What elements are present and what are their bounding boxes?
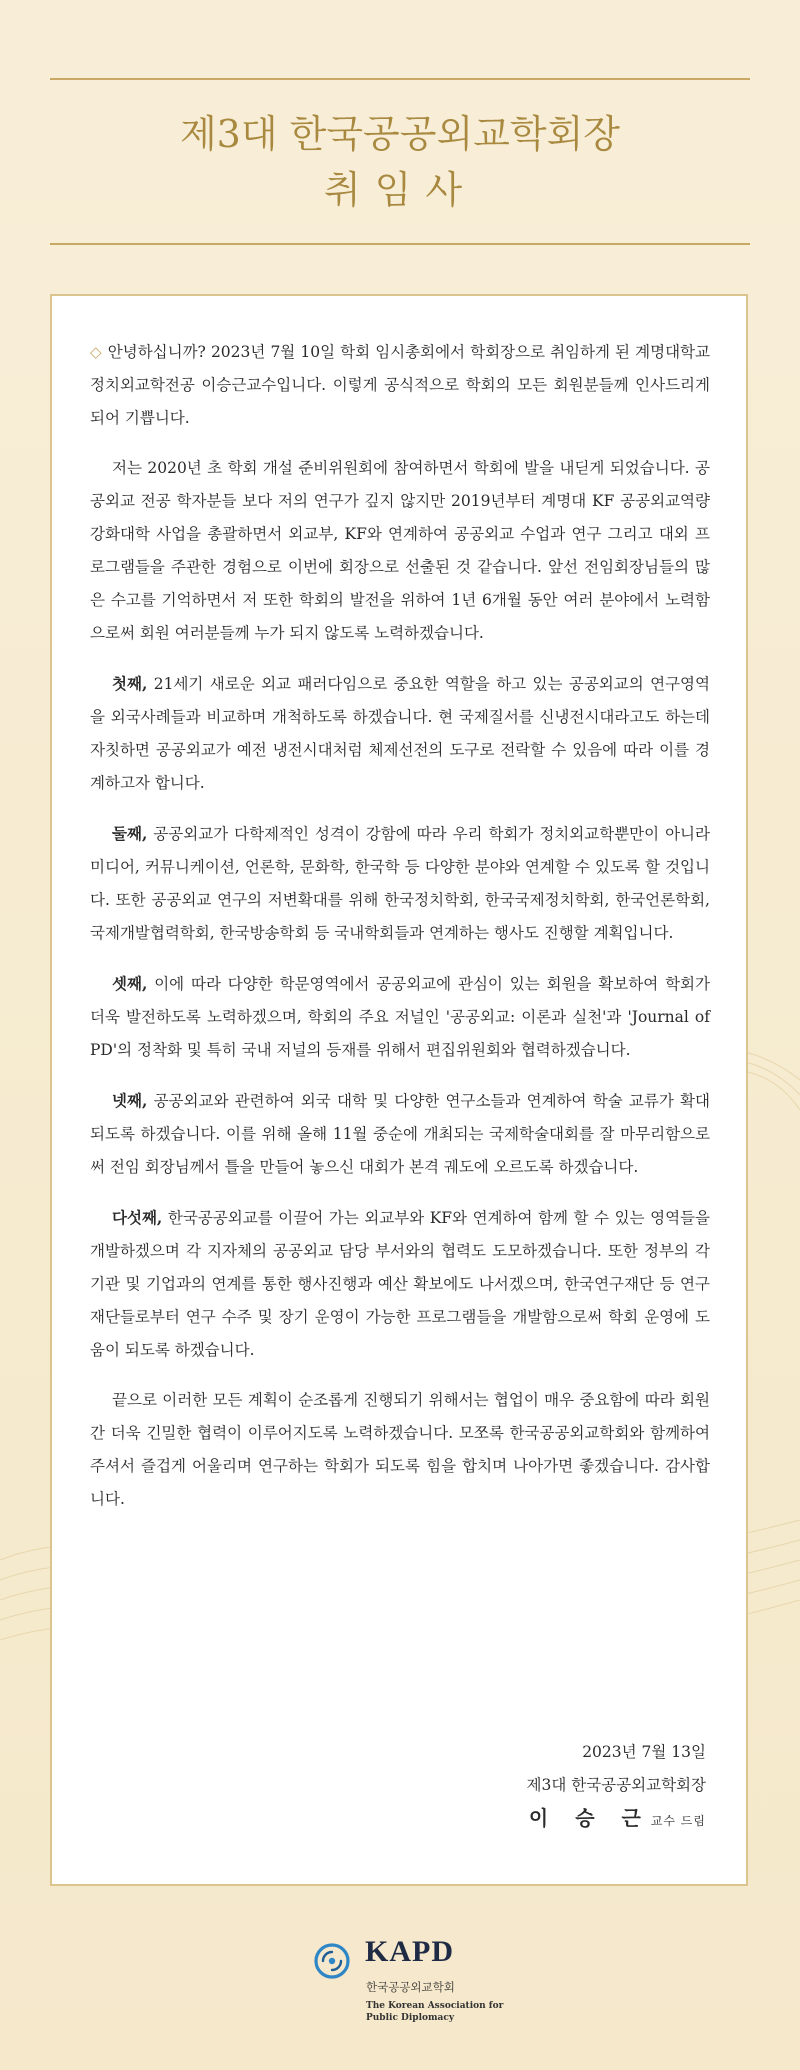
page-title: 제3대 한국공공외교학회장: [179, 112, 621, 156]
signature-suffix: 교수 드림: [650, 1814, 706, 1828]
letter-body: [90, 336, 710, 1533]
paragraph-text: 21세기 새로운 외교 패러다임으로 중요한 역할을 하고 있는 공공외교의 연구영역을 외국사례들과 비교하며 개척하도록 하겠습니다. 현 국제질서를 신냉전시대라고도 하는데 자칫하면 공공외교가 예전 냉전시대처럼 체제선전의 도구로 전락할 수 있음에 따라 이를 경계하고자 합니다.: [90, 675, 710, 792]
paragraph-greeting: [90, 336, 710, 435]
paragraph-text: 이에 따라 다양한 학문영역에서 공공외교에 관심이 있는 회원을 확보하여 학회가 더욱 발전하도록 노력하겠으며, 학회의 주요 저널인 '공공외교: 이론과 실천'과 'Journal of PD'의 정착화 및 특히 국내 저널의 등재를 위해서 편집위원회와 협력하겠습니다.: [90, 975, 710, 1059]
paragraph-lead: 둘째,: [112, 824, 148, 843]
paragraph-second-goal: [90, 817, 710, 950]
paragraph-text: 공공외교가 다학제적인 성격이 강함에 따라 우리 학회가 정치외교학뿐만이 아니라 미디어, 커뮤니케이션, 언론학, 문화학, 한국학 등 다양한 분야와 연계할 수 있도록 할 것입니다. 또한 공공외교 연구의 저변확대를 위해 한국정치학회, 한국국제정치학회, 한국언론학회, 국제개발협력학회, 한국방송학회 등 국내학회들과 연계하는 행사도 진행할 계획입니다.: [90, 825, 710, 942]
signature-name: 이 승 근: [528, 1806, 651, 1830]
paragraph-fourth-goal: [90, 1084, 710, 1184]
kapd-logo: [310, 1935, 510, 2045]
paragraph-closing: [90, 1384, 710, 1516]
paragraph-text: 공공외교와 관련하여 외국 대학 및 다양한 연구소들과 연계하여 학술 교류가 확대되도록 하겠습니다. 이를 위해 올해 11월 중순에 개최되는 국제학술대회를 잘 마무리함으로써 전임 회장님께서 틀을 만들어 놓으신 대회가 본격 궤도에 오르도록 하겠습니다.: [90, 1092, 710, 1176]
signature-position: 제3대 한국공공외교학회장: [526, 1776, 706, 1794]
paragraph-text: 안녕하십니까? 2023년 7월 10일 학회 임시총회에서 학회장으로 취임하게 된 계명대학교 정치외교학전공 이승근교수입니다. 이렇게 공식적으로 학회의 모든 회원분들께 인사드리게 되어 기쁩니다.: [90, 343, 710, 427]
logo-english-line2: Public Diplomacy: [366, 2013, 455, 2023]
top-rule: [50, 78, 750, 80]
signature-date: 2023년 7월 13일: [582, 1743, 706, 1761]
page-subtitle: 취임사: [323, 168, 477, 212]
letter-panel: [50, 294, 748, 1886]
diamond-icon: ◇: [90, 343, 102, 361]
paragraph-lead: 넷째,: [112, 1091, 148, 1110]
logo-korean-name: 한국공공외교학회: [366, 1980, 455, 1994]
paragraph-background: [90, 452, 710, 650]
paragraph-first-goal: [90, 667, 710, 800]
paragraph-fifth-goal: [90, 1201, 710, 1367]
logo-english-line1: The Korean Association for: [366, 2001, 504, 2011]
paragraph-lead: 다섯째,: [112, 1208, 163, 1227]
bottom-rule: [50, 243, 750, 245]
logo-acronym: KAPD: [365, 1935, 454, 1968]
paragraph-text: 끝으로 이러한 모든 계획이 순조롭게 진행되기 위해서는 협업이 매우 중요함에 따라 회원 간 더욱 긴밀한 협력이 이루어지도록 노력하겠습니다. 모쪼록 한국공공외교학회와 함께하여 주셔서 즐겁게 어울리며 연구하는 학회가 되도록 힘을 합치며 나아가면 좋겠습니다. 감사합니다.: [90, 1391, 710, 1508]
signature-block: [527, 1736, 707, 1838]
paragraph-lead: 첫째,: [112, 674, 148, 693]
paragraph-text: 한국공공외교를 이끌어 가는 외교부와 KF와 연계하여 함께 할 수 있는 영역들을 개발하겠으며 각 지자체의 공공외교 담당 부서와의 협력도 도모하겠습니다. 또한 정부의 각 기관 및 기업과의 연계를 통한 행사진행과 예산 확보에도 나서겠으며, 한국연구재단 등 연구재단들로부터 연구 수주 및 장기 운영이 가능한 프로그램들을 개발함으로써 학회 운영에 도움이 되도록 하겠습니다.: [90, 1209, 710, 1359]
kapd-emblem-icon: [310, 1939, 354, 1983]
paragraph-third-goal: [90, 967, 710, 1067]
paragraph-text: 저는 2020년 초 학회 개설 준비위원회에 참여하면서 학회에 발을 내딛게 되었습니다. 공공외교 전공 학자분들 보다 저의 연구가 깊지 않지만 2019년부터 계명대 KF 공공외교역량강화대학 사업을 총괄하면서 외교부, KF와 연계하여 공공외교 수업과 연구 그리고 대외 프로그램들을 주관한 경험으로 이번에 회장으로 선출된 것 같습니다. 앞선 전임회장님들의 많은 수고를 기억하면서 저 또한 학회의 발전을 위하여 1년 6개월 동안 여러 분야에서 노력함으로써 회원 여러분들께 누가 되지 않도록 노력하겠습니다.: [90, 459, 710, 642]
paragraph-lead: 셋째,: [112, 974, 148, 993]
signature-name-line: [527, 1802, 707, 1838]
